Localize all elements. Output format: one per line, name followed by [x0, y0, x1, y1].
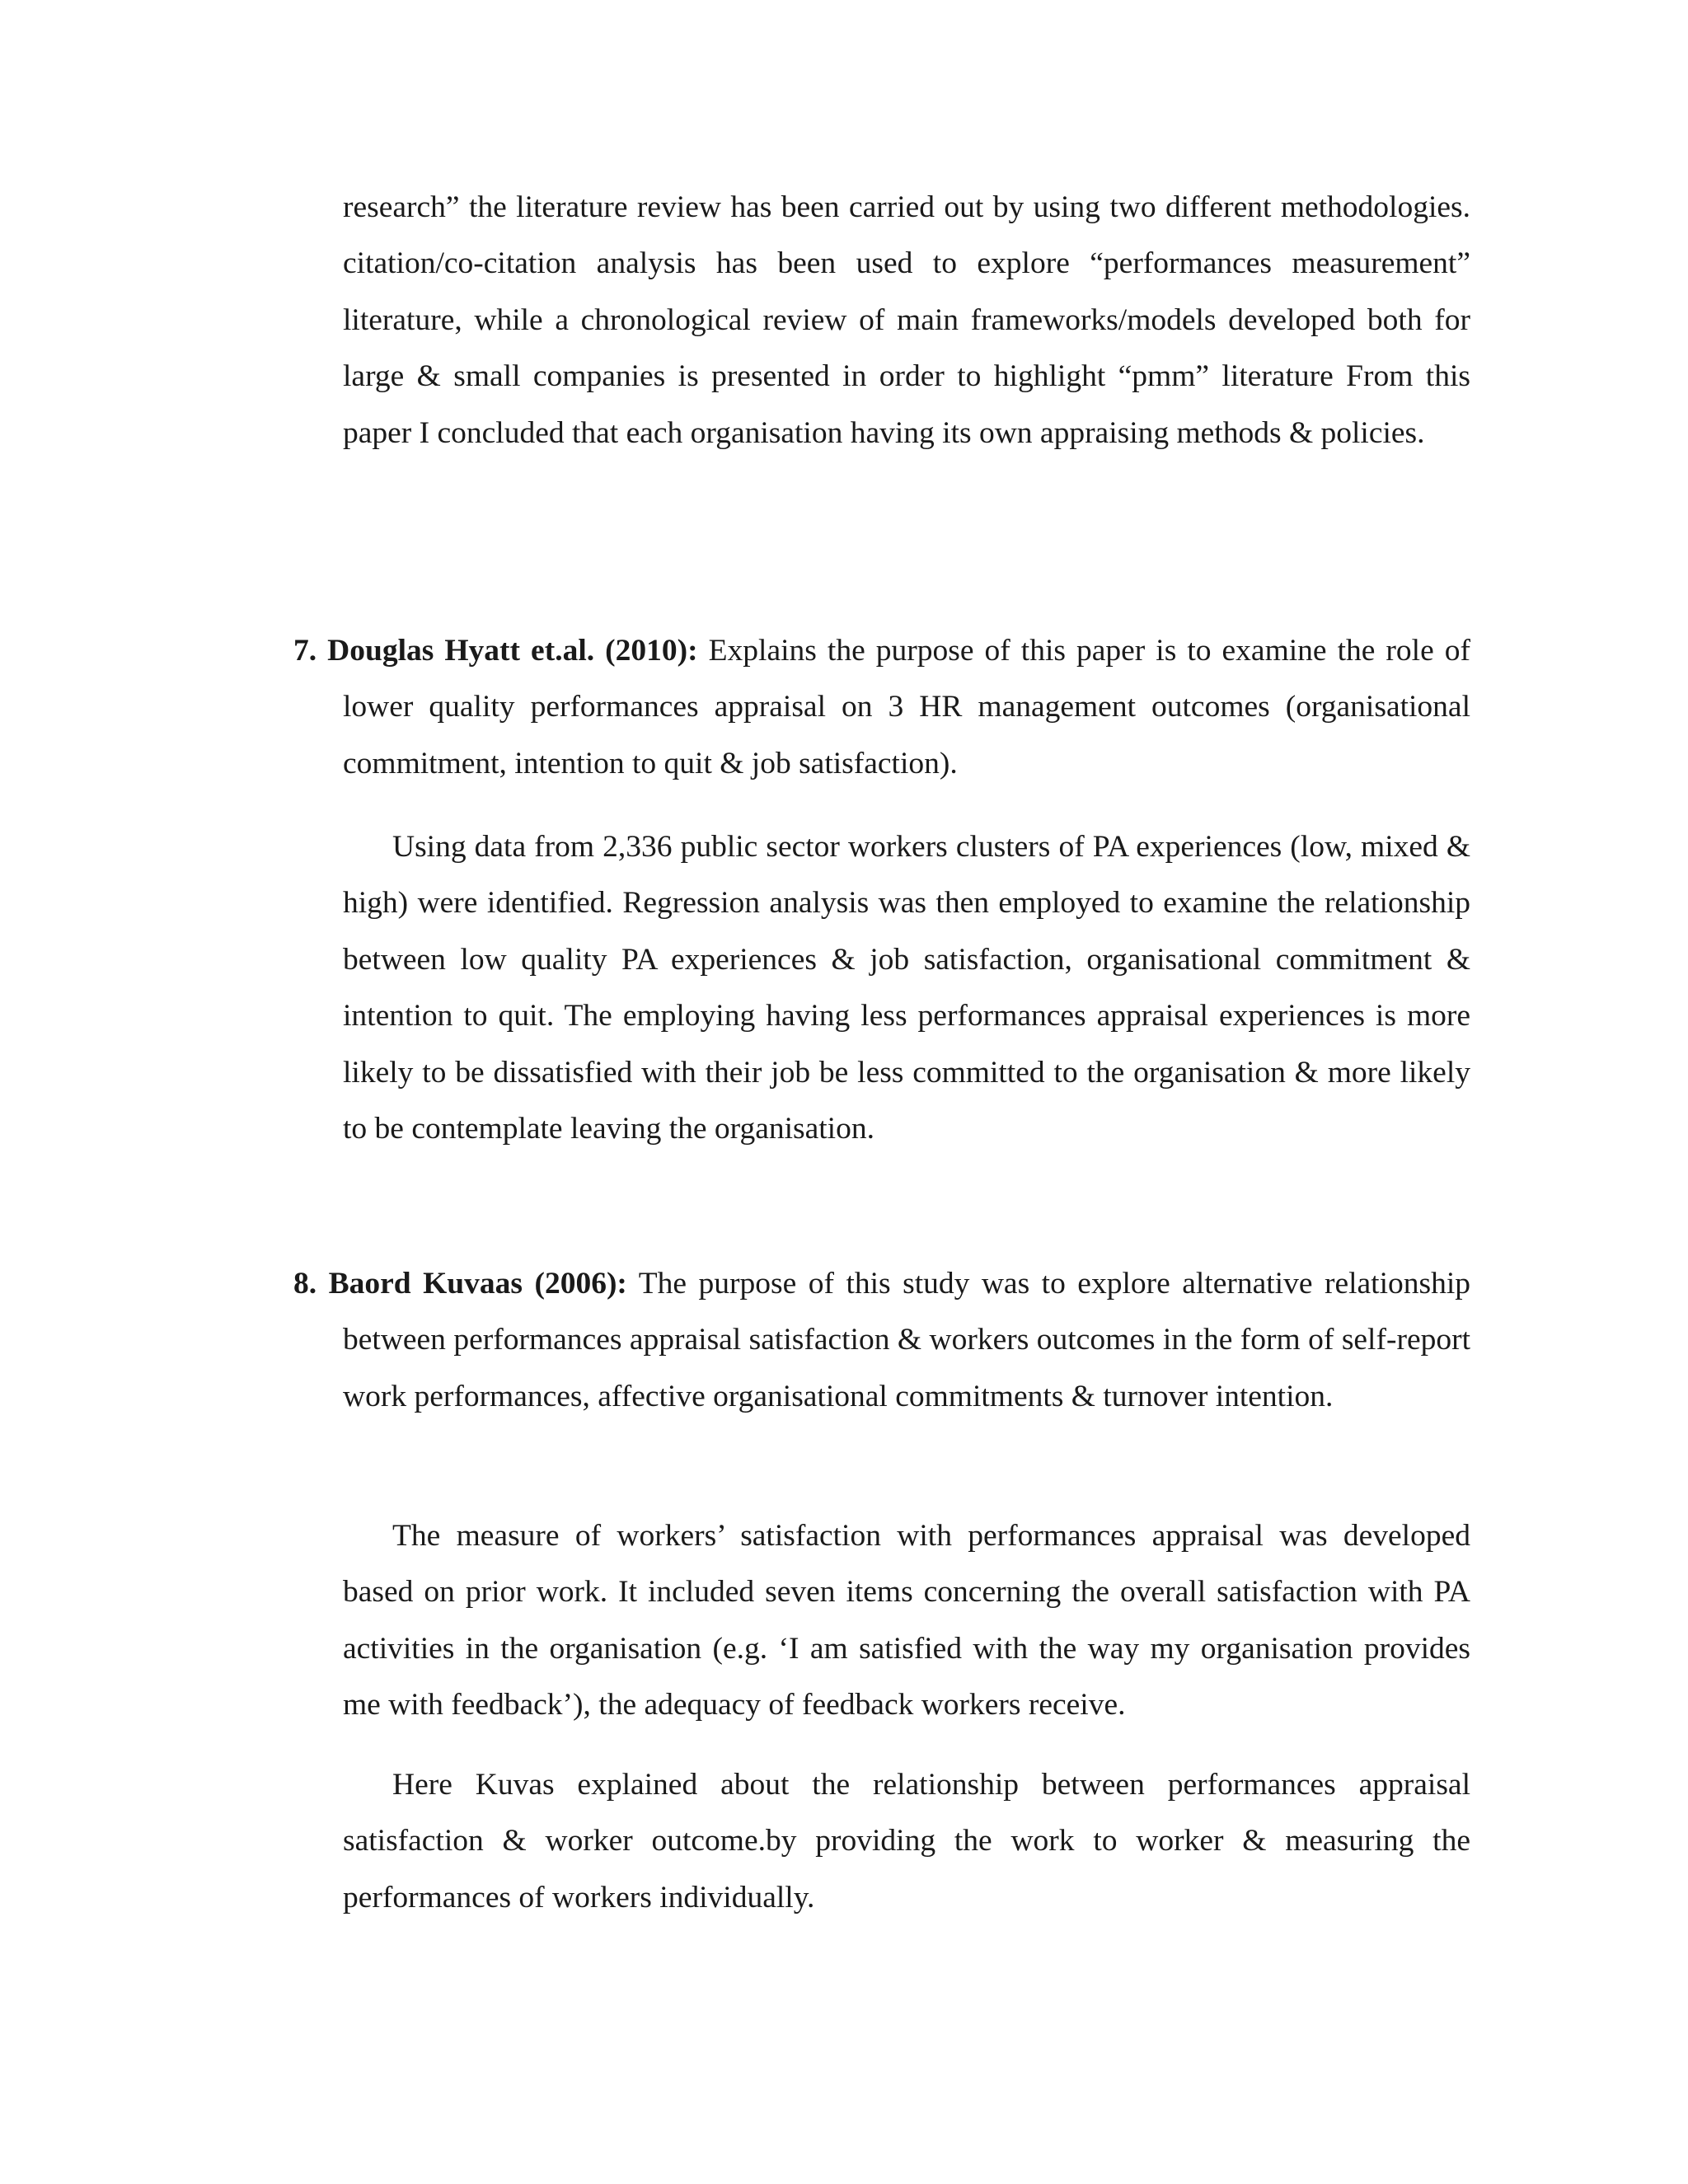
item-number: 8.	[293, 1267, 317, 1301]
item-8-paragraph-2: Here Kuvas explained about the relationship between performances appraisal satisfaction & worker outcome.by providing the work to worker & measuring the performances of workers individually.	[343, 1768, 1470, 1915]
intro-paragraph: research” the literature review has been carried out by using two different methodologies. citation/co-citation analysis has been used to explore “performances measurement” literature, while a chronological review of main frameworks/models developed both for large & small companies is presented in order to highlight “pmm” literature From this paper I concluded that each organisation having its own appraising methods & policies.	[343, 190, 1470, 450]
item-heading: Douglas Hyatt et.al. (2010):	[327, 634, 698, 668]
item-text: The purpose of this study was to explore alternative relationship between performances appraisal satisfaction & workers outcomes in the form of self-report work performances, affective organisational commitments & turnover intention.	[343, 1267, 1470, 1413]
reference-item-7	[293, 623, 1470, 792]
reference-item-8	[293, 1256, 1470, 1425]
item-8-paragraph-1: The measure of workers’ satisfaction with performances appraisal was developed based on prior work. It included seven items concerning the overall satisfaction with PA activities in the organisation (e.g. ‘I am satisfied with the way my organisation provides me with feedback’), the adequacy of feedback workers receive.	[343, 1519, 1470, 1722]
item-number: 7.	[293, 634, 317, 668]
item-heading: Baord Kuvaas (2006):	[328, 1267, 627, 1301]
item-text: Explains the purpose of this paper is to examine the role of lower quality performances appraisal on 3 HR management outcomes (organisational commitment, intention to quit & job satisfaction).	[343, 634, 1470, 780]
item-7-paragraph-1: Using data from 2,336 public sector workers clusters of PA experiences (low, mixed & high) were identified. Regression analysis was then employed to examine the relationship between low quality PA experiences & job satisfaction, organisational commitment & intention to quit. The employing having less performances appraisal experiences is more likely to be dissatisfied with their job be less committed to the organisation & more likely to be contemplate leaving the organisation.	[343, 830, 1470, 1146]
